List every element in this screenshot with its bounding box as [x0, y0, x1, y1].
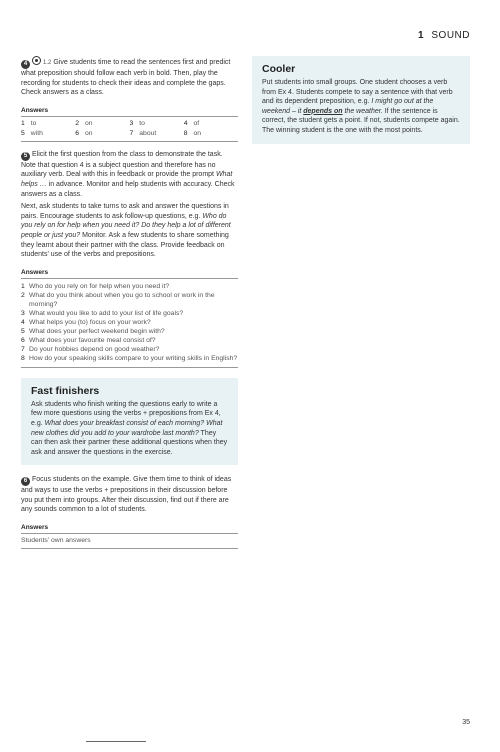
answer-text: of: [193, 119, 200, 127]
answer-number: 3: [21, 309, 25, 317]
cooler-example-end: the weather.: [342, 107, 383, 115]
ex5-answer-item: [21, 327, 238, 336]
ex4-answer-item: [75, 120, 129, 127]
answer-number: 8: [183, 129, 188, 137]
ex4-text: Give students time to read the sentences first and predict what preposition should follow each verb in bold. Then, play the recording for students to check their ideas and complete the gaps. Check answers as a class.: [21, 59, 231, 97]
answer-number: 8: [21, 354, 25, 362]
answer-text: What would you like to add to your list of life goals?: [29, 309, 184, 317]
ex5-p1-text: Elicit the first question from the class to demonstrate the task. Note that question 4 is a subject question and therefore has no auxiliary verb. Deal with this in feedback or provide the prompt: [21, 150, 223, 179]
ex4-answers: [21, 117, 238, 142]
ex4-answer-item: [75, 130, 129, 137]
unit-number: 1: [418, 30, 425, 41]
answer-text: to: [30, 119, 37, 127]
page-number: 35: [462, 719, 470, 726]
ex6-text: Focus students on the example. Give them time to think of ideas and ways to use the verbs + prepositions in their discussion before you put them into groups. After their discussion, find out if there are any sounds common to a lot of students.: [21, 476, 232, 514]
ex5-answer-item: [21, 336, 238, 345]
ex4-answer-item: [184, 120, 238, 127]
answer-text: What does your perfect weekend begin with?: [29, 327, 165, 335]
answer-number: 4: [21, 318, 25, 326]
ex5-answers-heading: Answers: [21, 269, 238, 279]
ex4-answers-heading: Answers: [21, 107, 238, 117]
ex5-answers: [21, 279, 238, 368]
answer-text: What helps you (to) focus on your work?: [29, 318, 151, 326]
answer-text: on: [85, 119, 93, 127]
answer-number: 2: [75, 119, 80, 127]
ex5-answer-item: [21, 282, 238, 291]
ex4-answer-item: [184, 130, 238, 137]
fast-finishers-box: [21, 378, 238, 466]
ex5-p2-text-end: Monitor. Ask a few students to share something they learnt about their partner with the class. Provide feedback on students' use of the verbs and prepositions.: [21, 231, 229, 259]
ex4-track: 1.2: [43, 60, 52, 66]
answer-text: What does your favourite meal consist of?: [29, 336, 156, 344]
cooler-example-verb: depends on: [303, 107, 343, 115]
cooler-example: I might go out at the weekend – it: [262, 98, 434, 115]
answer-text: What do you think about when you go to school or work in the morning?: [29, 291, 215, 308]
ex5-p2-example: Who do you rely on for help when you need it? Do they help a lot of different people or just you?: [21, 212, 231, 239]
ex5-answer-item: [21, 291, 238, 309]
answer-text: Who do you rely on for help when you need it?: [29, 282, 170, 290]
ex4-answer-item: [130, 130, 184, 137]
answer-number: 5: [21, 327, 25, 335]
answer-text: to: [139, 119, 145, 127]
ex4-instructions: [21, 56, 238, 98]
ex4-answer-item: [21, 130, 75, 137]
answer-text: on: [85, 129, 93, 137]
answer-number: 3: [129, 119, 134, 127]
unit-title: SOUND: [431, 30, 470, 41]
answer-number: 2: [21, 291, 25, 299]
ex6-answer: Students' own answers: [21, 534, 238, 549]
footer-rule: [86, 741, 146, 742]
ex5-answer-item: [21, 345, 238, 354]
ex5-answer-item: [21, 318, 238, 327]
ex5-p1-text-end: in advance. Monitor and help students with accuracy. Check answers as a class.: [21, 180, 235, 198]
ff-text-b: They can then ask their partner these additional questions when they ask and answer the questions in the exercise.: [31, 429, 228, 456]
answer-text: with: [30, 129, 43, 137]
answer-number: 5: [21, 129, 25, 137]
cooler-text: [262, 78, 460, 136]
answer-number: 6: [75, 129, 80, 137]
unit-header: [418, 30, 470, 41]
answer-number: 4: [183, 119, 188, 127]
answer-number: 7: [129, 129, 134, 137]
ff-text-a: Ask students who finish writing the questions early to write a few more questions using the verbs + prepositions from Ex 4, e.g.: [31, 400, 221, 427]
ex5-p1-prompt: What helps …: [21, 171, 233, 188]
ex5-paragraph-1: [21, 150, 238, 199]
ex4-number-badge: 4: [21, 60, 30, 69]
ex4-answer-item: [130, 120, 184, 127]
ex6-number-badge: 6: [21, 477, 30, 486]
ex5-paragraph-2: [21, 202, 238, 260]
ff-examples: What does your breakfast consist of each morning? What new clothes did you add to your wardrobe last month?: [31, 419, 223, 437]
answer-text: How do your speaking skills compare to your writing skills in English?: [29, 354, 238, 362]
fast-finishers-text: [31, 400, 228, 458]
audio-icon: [32, 56, 41, 65]
ex5-answer-item: [21, 309, 238, 318]
answer-number: 1: [21, 282, 25, 290]
answer-text: on: [193, 129, 202, 137]
answer-number: 7: [21, 345, 25, 353]
right-column: [252, 56, 470, 144]
cooler-title: Cooler: [262, 63, 296, 75]
cooler-text-a: Put students into small groups. One student chooses a verb from Ex 4. Students compete to say a sentence with that verb and its dependent preposition, e.g.: [262, 79, 453, 106]
ex5-number-badge: 5: [21, 152, 30, 161]
ex6-instructions: [21, 475, 238, 515]
ex5-p2-text: Next, ask students to take turns to ask and answer the questions in pairs. Encourage students to ask follow-up questions, e.g.: [21, 203, 229, 220]
cooler-text-b: If the sentence is correct, the student gets a point. If not, students compete again. The winning student is the one with the most points.: [262, 107, 460, 134]
answer-text: Do your hobbies depend on good weather?: [29, 345, 160, 353]
ex5-answer-item: [21, 354, 238, 363]
answer-number: 6: [21, 336, 25, 344]
cooler-box: [252, 56, 470, 144]
left-column: [21, 56, 238, 549]
fast-finishers-title: Fast finishers: [31, 384, 100, 397]
answer-text: about: [139, 129, 157, 137]
ex6-answers-heading: Answers: [21, 524, 238, 534]
answer-number: 1: [21, 119, 25, 127]
ex4-answer-item: [21, 120, 75, 127]
